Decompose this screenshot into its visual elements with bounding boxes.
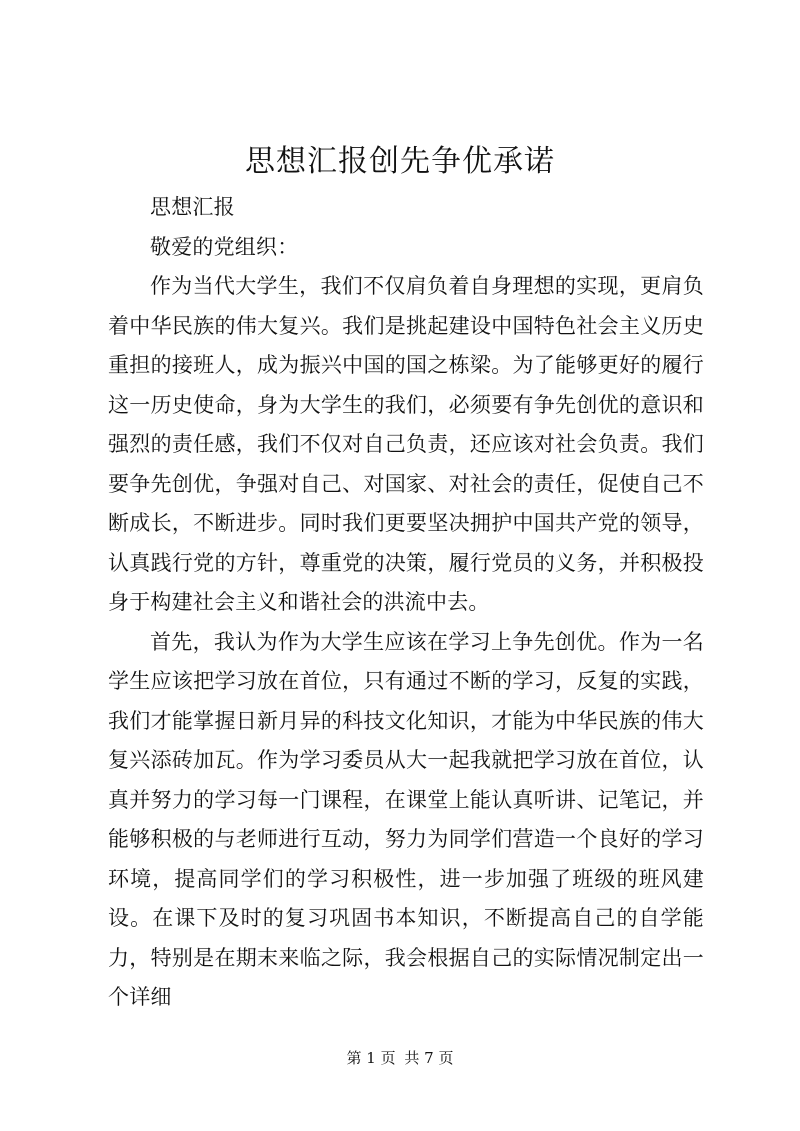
page-number: 第 1 页	[346, 1049, 396, 1067]
page-total: 共 7 页	[404, 1049, 454, 1067]
page-footer	[0, 1047, 800, 1069]
paragraph-salutation: 敬爱的党组织：	[150, 234, 299, 259]
paragraph-study: 首先，我认为作为大学生应该在学习上争先创优。作为一名学生应该把学习放在首位，只有通过不断的学习，反复的实践，我们才能掌握日新月异的科技文化知识，才能为中华民族的伟大复兴添砖加瓦。作为学习委员从大一起我就把学习放在首位，认真并努力的学习每一门课程，在课堂上能认真听讲、记笔记，并能够积极的与老师进行互动，努力为同学们营造一个良好的学习环境，提高同学们的学习积极性，进一步加强了班级的班风建设。在课下及时的复习巩固书本知识，不断提高自己的自学能力，特别是在期末来临之际，我会根据自己的实际情况制定出一个详细	[108, 629, 704, 1009]
paragraph-intro: 作为当代大学生，我们不仅肩负着自身理想的实现，更肩负着中华民族的伟大复兴。我们是挑起建设中国特色社会主义历史重担的接班人，成为振兴中国的国之栋梁。为了能够更好的履行这一历史使命，身为大学生的我们，必须要有争先创优的意识和强烈的责任感，我们不仅对自己负责，还应该对社会负责。我们要争先创优，争强对自己、对国家、对社会的责任，促使自己不断成长，不断进步。同时我们更要坚决拥护中国共产党的领导，认真践行党的方针，尊重党的决策，履行党员的义务，并积极投身于构建社会主义和谐社会的洪流中去。	[108, 274, 704, 614]
paragraph-heading: 思想汇报	[150, 195, 235, 219]
document-title: 思想汇报创先争优承诺	[245, 144, 555, 179]
document-body	[108, 188, 704, 1018]
